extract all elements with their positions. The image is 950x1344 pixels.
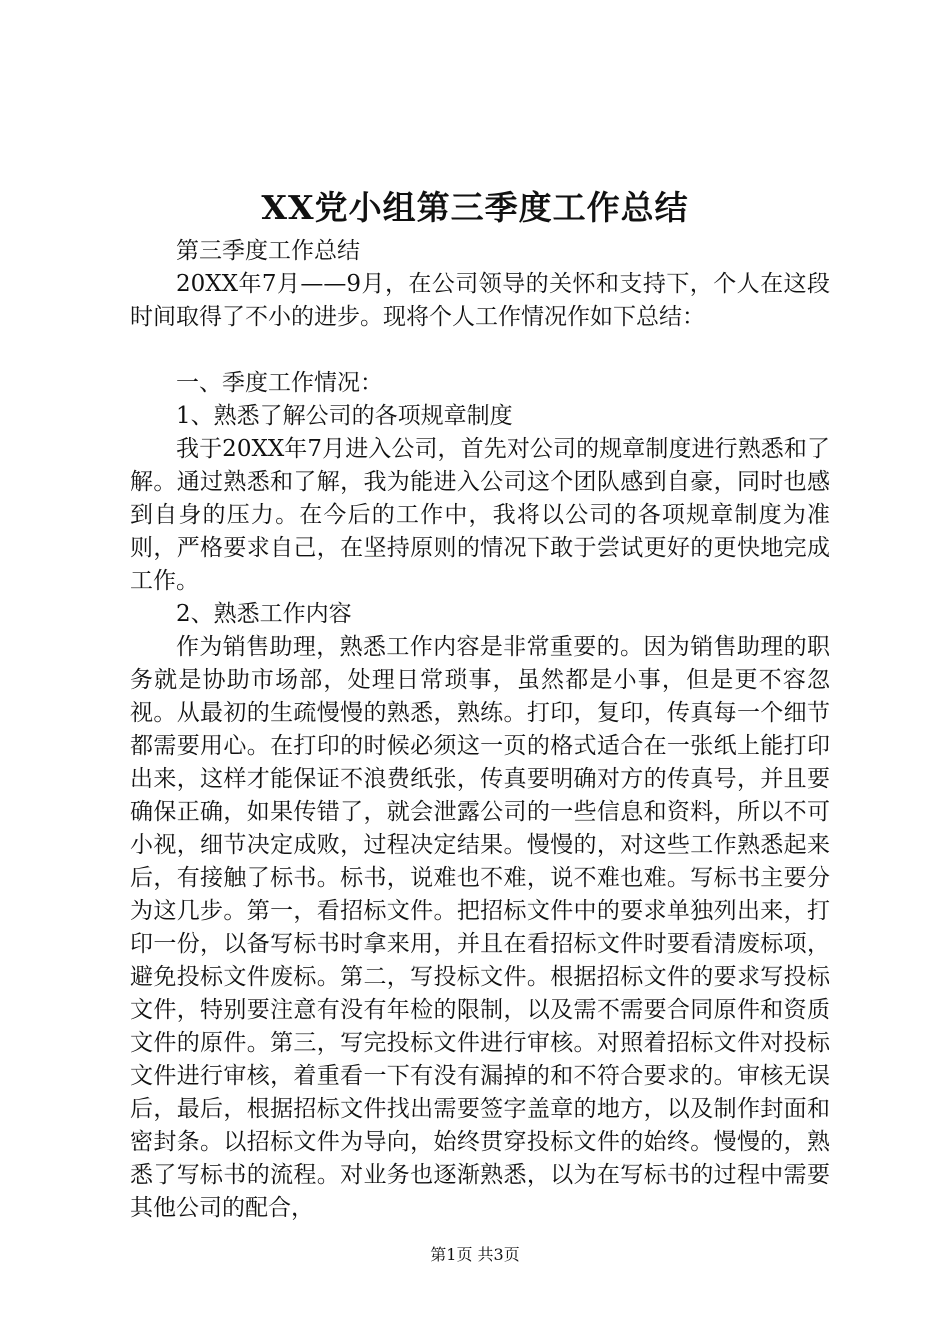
paragraph-subtitle: 第三季度工作总结 bbox=[176, 238, 360, 264]
subsection-heading-rules: 1、熟悉了解公司的各项规章制度 bbox=[176, 403, 513, 429]
page-number-footer: 第1页 共3页 bbox=[430, 1245, 520, 1264]
section-heading-quarterly-work: 一、季度工作情况： bbox=[176, 370, 383, 396]
document-body bbox=[130, 235, 830, 1225]
paragraph-rules: 我于20XX年7月进入公司，首先对公司的规章制度进行熟悉和了解。通过熟悉和了解，我为能进入公司这个团队感到自豪，同时也感到自身的压力。在今后的工作中，我将以公司的各项规章制度为准则，严格要求自己，在坚持原则的情况下敢于尝试更好的更快地完成工作。 bbox=[130, 436, 830, 594]
paragraph-work-content: 作为销售助理，熟悉工作内容是非常重要的。因为销售助理的职务就是协助市场部，处理日常琐事，虽然都是小事，但是更不容忽视。从最初的生疏慢慢的熟悉，熟练。打印，复印，传真每一个细节都需要用心。在打印的时候必须这一页的格式适合在一张纸上能打印出来，这样才能保证不浪费纸张，传真要明确对方的传真号，并且要确保正确，如果传错了，就会泄露公司的一些信息和资料，所以不可小视，细节决定成败，过程决定结果。慢慢的，对这些工作熟悉起来后，有接触了标书。标书，说难也不难，说不难也难。写标书主要分为这几步。第一，看招标文件。把招标文件中的要求单独列出来，打印一份，以备写标书时拿来用，并且在看招标文件时要看清废标项，避免投标文件废标。第二，写投标文件。根据招标文件的要求写投标文件，特别要注意有没有年检的限制，以及需不需要合同原件和资质文件的原件。第三，写完投标文件进行审核。对照着招标文件对投标文件进行审核，着重看一下有没有漏掉的和不符合要求的。审核无误后，最后，根据招标文件找出需要签字盖章的地方，以及制作封面和密封条。以招标文件为导向，始终贯穿投标文件的始终。慢慢的，熟悉了写标书的流程。对业务也逐渐熟悉，以为在写标书的过程中需要其他公司的配合， bbox=[130, 634, 830, 1221]
paragraph-intro: 20XX年7月——9月，在公司领导的关怀和支持下，个人在这段时间取得了不小的进步。现将个人工作情况作如下总结： bbox=[130, 271, 830, 330]
document-title: XX党小组第三季度工作总结 bbox=[261, 188, 689, 227]
subsection-heading-work-content: 2、熟悉工作内容 bbox=[176, 601, 352, 627]
